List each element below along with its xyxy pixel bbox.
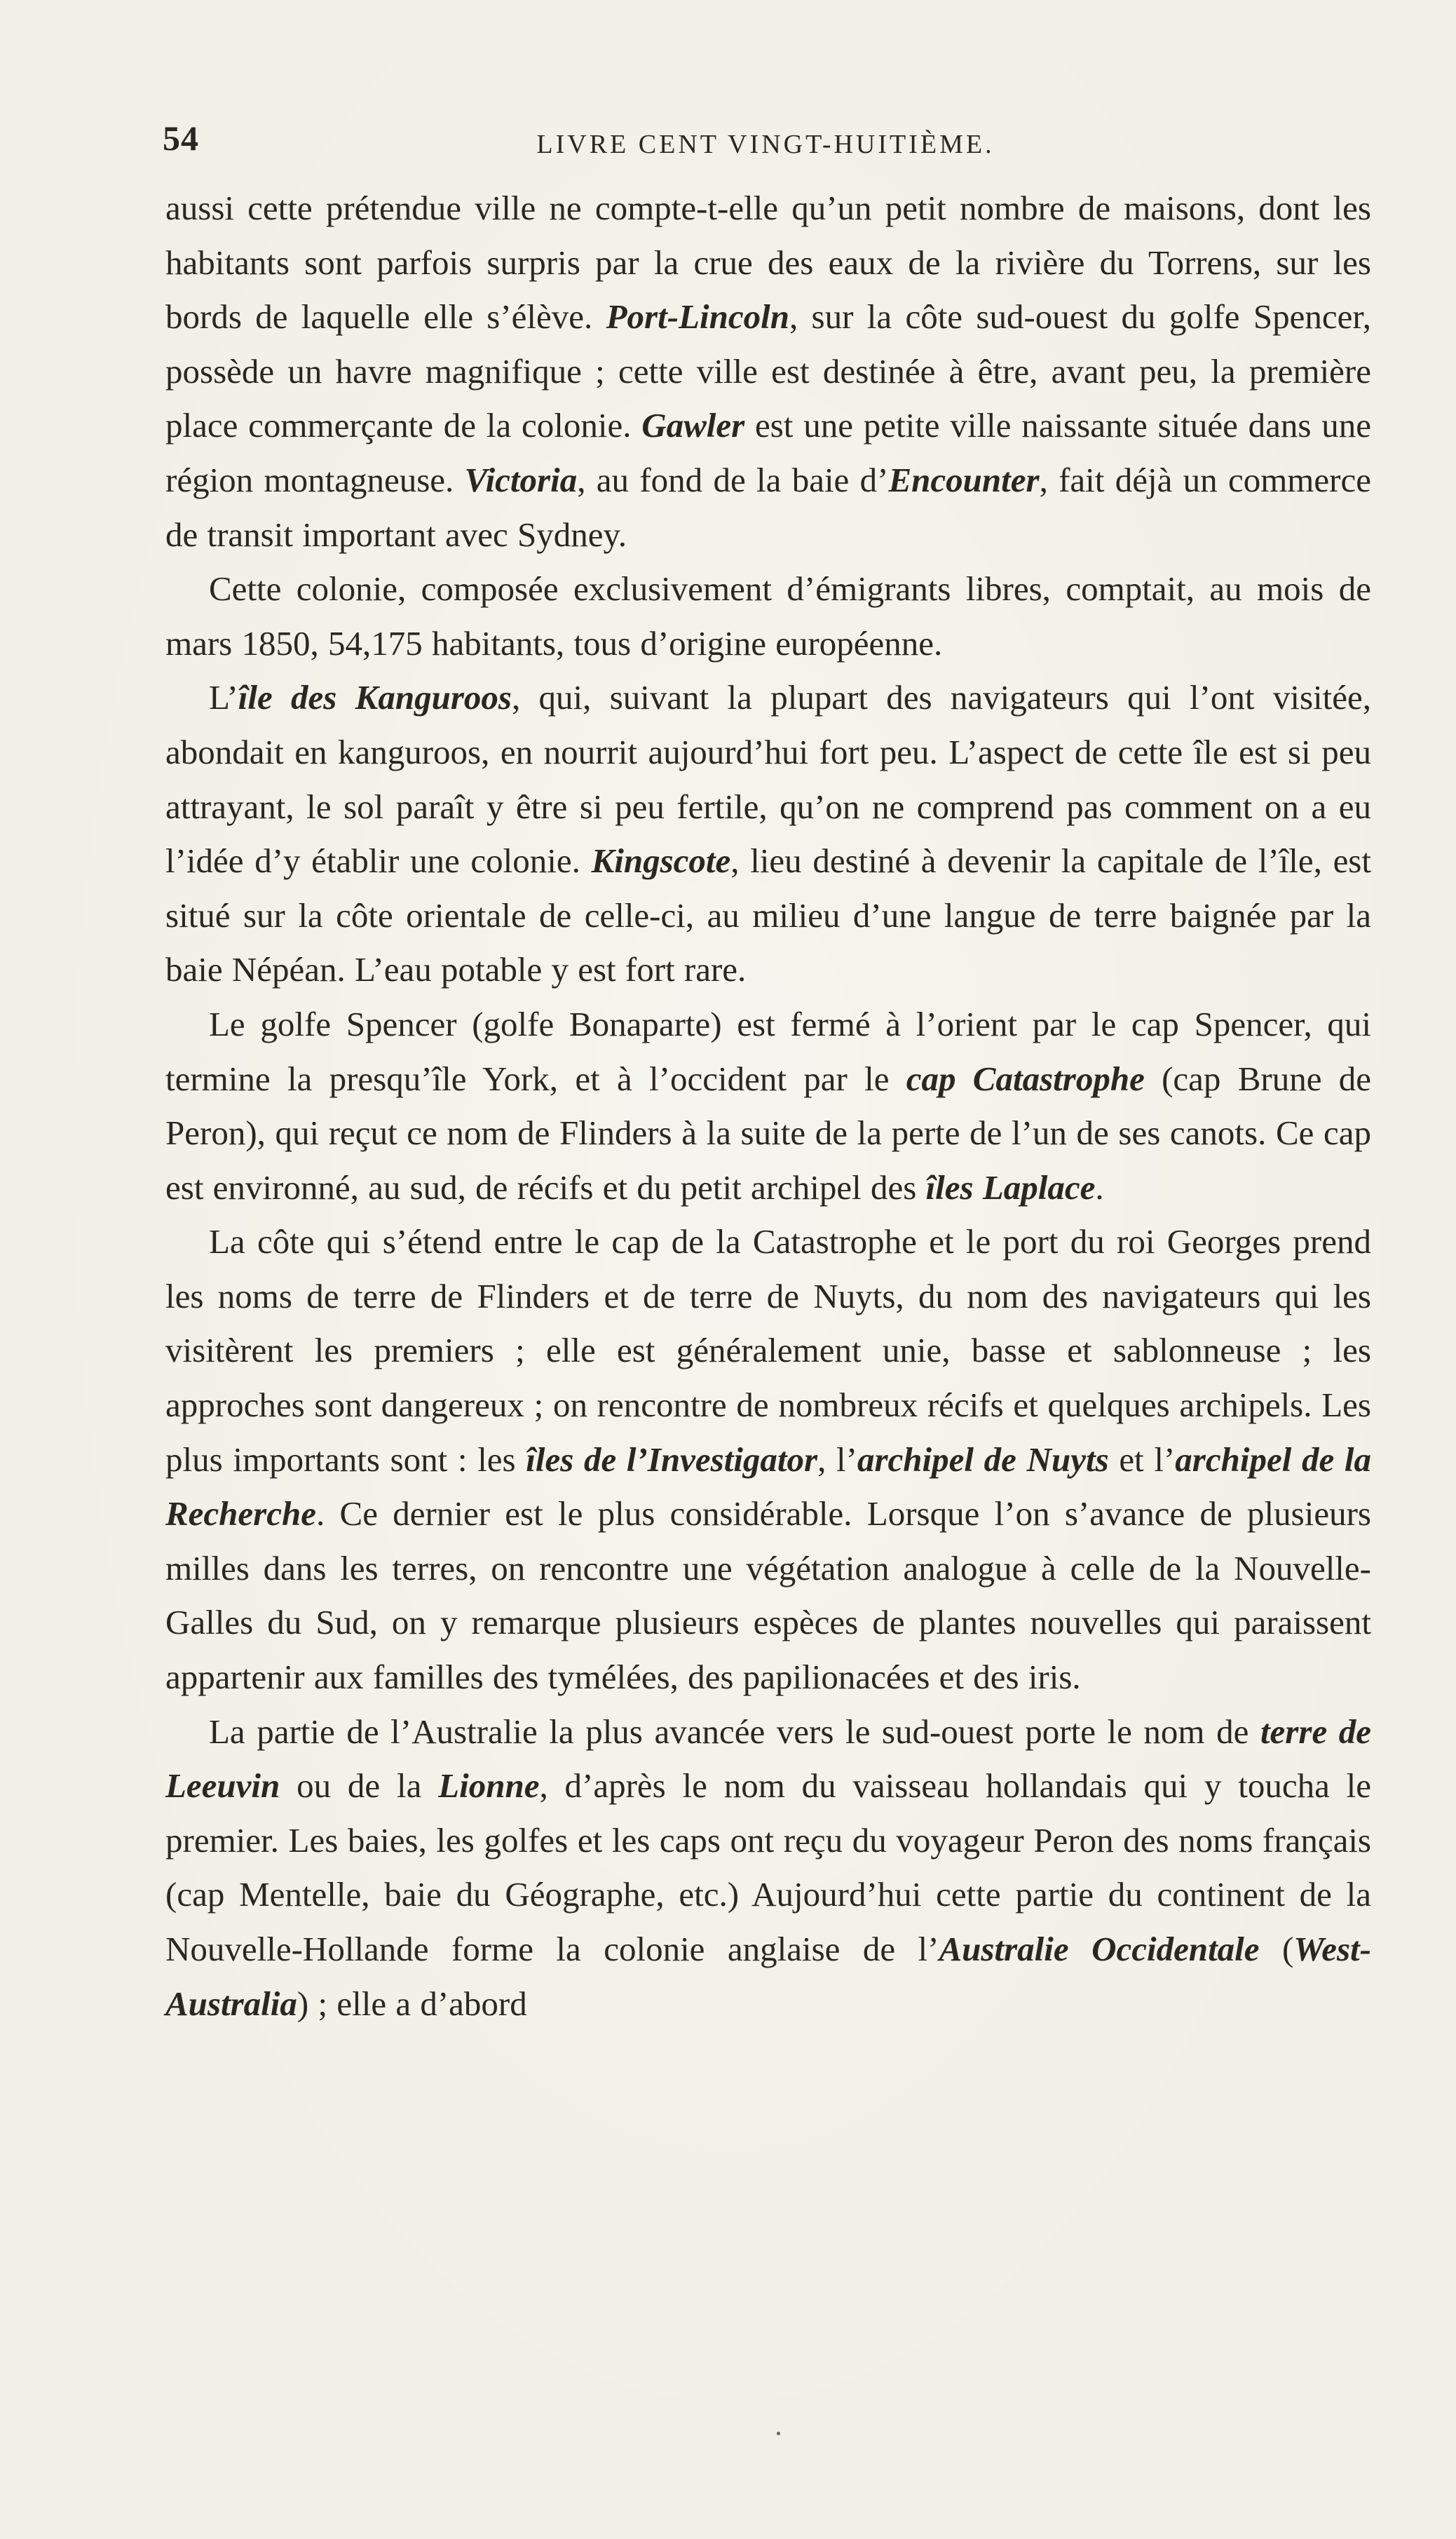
paragraph [165,562,1371,670]
text-run: , lieu destiné à devenir la capitale de l’île, est situé sur la côte orientale de celle-ci, au milieu d’une langue de terre baignée par la baie Népéan. L’eau potable y est fort rare. [165,841,1371,989]
paragraph [165,670,1371,997]
text-run: L’ [209,678,238,717]
running-head [163,118,1368,160]
italic-term: Victoria [464,460,578,499]
text-run: est une petite ville naissante située dans une région montagneuse. [165,406,1371,499]
italic-term: West-Australia [165,1930,1371,2023]
text-run: La partie de l’Australie la plus avancée vers le sud-ouest porte le nom de [209,1712,1260,1751]
italic-term: îles de l’Investigator [526,1440,818,1479]
text-run: et l’ [1108,1440,1176,1479]
italic-term: Kingscote [591,841,731,881]
running-title: LIVRE CENT VINGT-HUITIÈME. [536,130,995,159]
text-run: Le golfe Spencer (golfe Bonaparte) est fermé à l’orient par le cap Spencer, qui termine la presqu’île York, et à l’occident par le [165,1004,1371,1098]
text-run: . [1095,1167,1104,1207]
paragraph [165,997,1371,1214]
italic-term: îles Laplace [925,1167,1096,1207]
italic-term: Lionne [438,1766,540,1806]
text-run: aussi cette prétendue ville ne compte-t-elle qu’un petit nombre de maisons, dont les habitants sont parfois surpris par la crue des eaux de la rivière du Torrens, sur les bords de laquelle elle s’élève. [165,189,1371,337]
text-run: La côte qui s’étend entre le cap de la Catastrophe et le port du roi Georges prend les noms de terre de Flinders et de terre de Nuyts, du nom des navigateurs qui les visitèrent les premiers ; elle est généralement unie, basse et sablonneuse ; les approches sont dangereux ; on rencontre de nombreux récifs et quelques archipels. Les plus importants sont : les [165,1222,1371,1479]
italic-term: Australie Occidentale [939,1930,1260,1968]
text-run: ( [1259,1930,1294,1968]
paragraph [165,181,1371,562]
italic-term: Encounter [888,460,1040,499]
italic-term: Port-Lincoln [606,297,789,337]
italic-term: île des Kanguroos [238,678,512,717]
text-run: , l’ [817,1440,857,1479]
italic-term: archipel de Nuyts [857,1440,1109,1479]
text-run: , au fond de la baie d’ [577,460,889,499]
text-run: , d’après le nom du vaisseau hollandais qui y toucha le premier. Les baies, les golfes et les caps ont reçu du voyageur Peron des noms français (cap Mentelle, baie du Géographe, etc.) Aujourd’hui cette partie du continent de la Nouvelle-Hollande forme la colonie anglaise de l’ [165,1766,1371,1968]
text-run: , fait déjà un commerce de transit important avec Sydney. [165,460,1371,554]
italic-term: Gawler [641,406,745,445]
text-run: . Ce dernier est le plus considérable. Lorsque l’on s’avance de plusieurs milles dans les terres, on rencontre une végétation analogue à celle de la Nouvelle-Galles du Sud, on y remarque plusieurs espèces de plantes nouvelles qui paraissent appartenir aux familles des tymélées, des papilionacées et des iris. [165,1494,1371,1697]
page-number: 54 [163,119,199,158]
body-text [165,181,1371,2031]
paragraph [165,1214,1371,1704]
text-run: (cap Brune de Peron), qui reçut ce nom de Flinders à la suite de la perte de l’un de ses canots. Ce cap est environné, au sud, de récifs et du petit archipel des [165,1059,1372,1207]
text-run: Cette colonie, composée exclusivement d’émigrants libres, comptait, au mois de mars 1850, 54,175 habitants, tous d’origine européenne. [165,569,1371,663]
paragraph [165,1705,1371,2031]
ink-speck [777,2432,780,2435]
italic-term: terre de Leeuvin [165,1712,1371,1806]
text-run: , sur la côte sud-ouest du golfe Spencer, possède un havre magnifique ; cette ville est destinée à être, avant peu, la première place commerçante de la colonie. [165,297,1371,445]
italic-term: cap Catastrophe [906,1059,1145,1098]
text-run: , qui, suivant la plupart des navigateurs qui l’ont visitée, abondait en kanguroos, en nourrit aujourd’hui fort peu. L’aspect de cette île est si peu attrayant, le sol paraît y être si peu fertile, qu’on ne comprend pas comment on a eu l’idée d’y établir une colonie. [165,678,1371,881]
text-run: ) ; elle a d’abord [297,1984,527,2023]
italic-term: archipel de la Recherche [165,1440,1371,1533]
text-run: ou de la [280,1766,439,1806]
